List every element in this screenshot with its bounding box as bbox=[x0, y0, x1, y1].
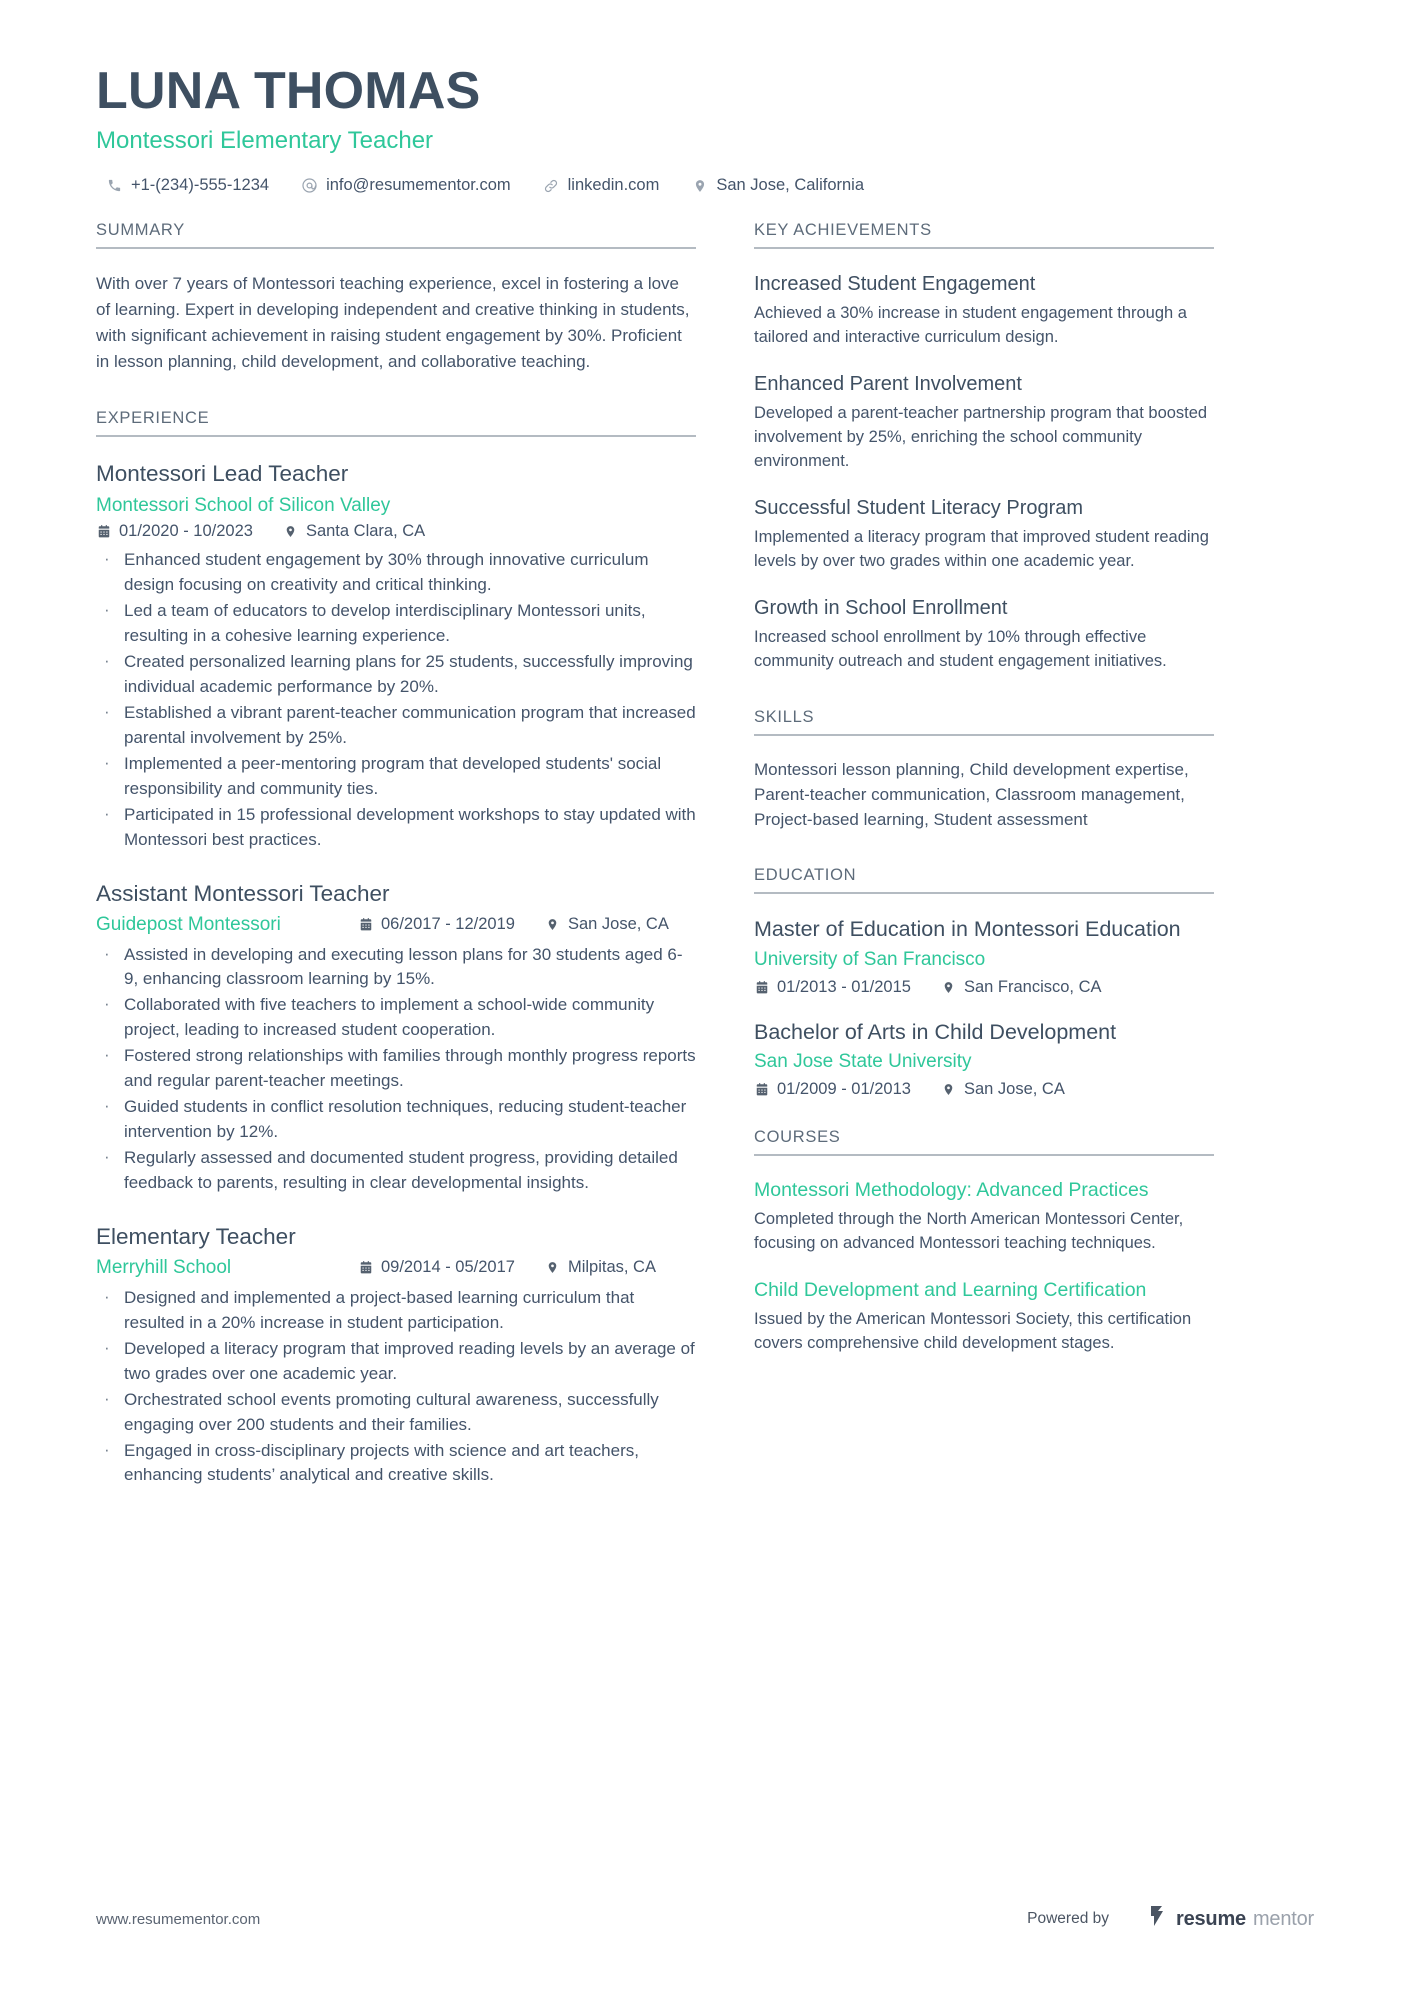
email-icon bbox=[301, 177, 318, 194]
job-meta-row bbox=[96, 1257, 696, 1279]
section-education bbox=[754, 866, 1214, 1098]
job-bullet: · Designed and implemented a project-based learning curriculum that resulted in a 20% increase in student participation. bbox=[96, 1286, 696, 1336]
job-meta-row bbox=[96, 522, 696, 541]
powered-by-label: Powered by bbox=[1027, 1910, 1109, 1927]
education-dates bbox=[754, 978, 911, 997]
contact-location bbox=[691, 176, 864, 195]
job-location bbox=[545, 1258, 656, 1277]
job-location-text: Santa Clara, CA bbox=[305, 522, 426, 541]
footer-branding bbox=[1027, 1905, 1314, 1933]
resume-body bbox=[96, 221, 1314, 1492]
achievement-title: Successful Student Literacy Program bbox=[754, 496, 1084, 519]
achievement-item bbox=[754, 271, 1214, 350]
spacer bbox=[754, 1106, 1214, 1128]
page-footer bbox=[96, 1905, 1314, 1933]
candidate-name: LUNA THOMAS bbox=[96, 62, 481, 120]
contact-row bbox=[96, 176, 1314, 195]
link-icon bbox=[543, 177, 560, 194]
education-item bbox=[754, 1019, 1214, 1099]
job-dates bbox=[96, 522, 253, 541]
logo-text-light: mentor bbox=[1252, 1907, 1314, 1930]
job-location bbox=[283, 522, 425, 541]
job-location-text: Milpitas, CA bbox=[567, 1258, 656, 1277]
achievement-item bbox=[754, 595, 1214, 674]
skills-text: Montessori lesson planning, Child development expertise, Parent-teacher communication, Classroom management, Project-based learning, Student assessment bbox=[754, 759, 1189, 829]
contact-link[interactable] bbox=[543, 176, 660, 195]
job-bullet: · Fostered strong relationships with families through monthly progress reports and regular parent-teacher meetings. bbox=[96, 1044, 696, 1094]
education-location-text: San Francisco, CA bbox=[963, 977, 1102, 996]
job-bullet: · Guided students in conflict resolution techniques, reducing student-teacher intervention by 12%. bbox=[96, 1095, 696, 1145]
education-dates-text: 01/2013 - 01/2015 bbox=[777, 977, 911, 996]
education-meta-row bbox=[754, 978, 1214, 997]
logo-text-bold: resume bbox=[1176, 1907, 1246, 1930]
spacer bbox=[754, 836, 1214, 866]
job-bullet: · Implemented a peer-mentoring program that developed students' social responsibility and community ties. bbox=[96, 752, 696, 802]
key-achievements-heading: KEY ACHIEVEMENTS bbox=[754, 221, 1214, 249]
achievement-title: Enhanced Parent Involvement bbox=[754, 373, 1022, 396]
phone-icon bbox=[106, 177, 123, 194]
course-description: Issued by the American Montessori Society, this certification covers comprehensive child development stages. bbox=[754, 1310, 1192, 1353]
experience-entry bbox=[96, 1222, 696, 1488]
resume-header bbox=[96, 62, 1314, 195]
job-bullet: · Engaged in cross-disciplinary projects with science and art teachers, enhancing students’ analytical and creative skills. bbox=[96, 1439, 696, 1489]
location-pin-icon bbox=[941, 1081, 956, 1097]
job-title: Montessori Lead Teacher bbox=[96, 460, 349, 486]
education-school: University of San Francisco bbox=[754, 949, 986, 970]
location-pin-icon bbox=[545, 917, 560, 933]
education-heading: EDUCATION bbox=[754, 866, 1214, 894]
achievement-description: Increased school enrollment by 10% through effective community outreach and student engagement initiatives. bbox=[754, 627, 1167, 670]
course-item bbox=[754, 1278, 1214, 1356]
achievement-title: Increased Student Engagement bbox=[754, 273, 1036, 296]
education-location-text: San Jose, CA bbox=[963, 1079, 1065, 1098]
job-bullet: · Created personalized learning plans for 25 students, successfully improving individual academic performance by 20%. bbox=[96, 650, 696, 700]
job-dates-text: 01/2020 - 10/2023 bbox=[119, 522, 253, 541]
education-location bbox=[941, 1080, 1065, 1099]
contact-phone-text: +1-(234)-555-1234 bbox=[131, 176, 270, 195]
calendar-icon bbox=[358, 917, 373, 933]
job-bullets bbox=[96, 548, 696, 853]
achievement-title: Growth in School Enrollment bbox=[754, 596, 1008, 619]
job-location bbox=[545, 915, 669, 934]
section-summary bbox=[96, 221, 696, 374]
achievement-description: Achieved a 30% increase in student engagement through a tailored and interactive curriculum design. bbox=[754, 304, 1187, 347]
education-location bbox=[941, 978, 1102, 997]
section-skills bbox=[754, 708, 1214, 833]
achievement-item bbox=[754, 371, 1214, 474]
calendar-icon bbox=[754, 979, 769, 995]
job-bullet: · Led a team of educators to develop interdisciplinary Montessori units, resulting in a cohesive learning experience. bbox=[96, 599, 696, 649]
contact-link-text: linkedin.com bbox=[567, 176, 660, 195]
summary-text: With over 7 years of Montessori teaching experience, excel in fostering a love of learning. Expert in developing independent and creative thinking in students, with significant achievement in raising student engagement by 30%. Proficient in lesson planning, child development, and collaborative teaching. bbox=[96, 274, 690, 371]
job-company: Merryhill School bbox=[96, 1256, 232, 1278]
course-item bbox=[754, 1178, 1214, 1256]
job-company: Guidepost Montessori bbox=[96, 913, 281, 935]
right-column bbox=[754, 221, 1214, 1360]
section-courses bbox=[754, 1128, 1214, 1356]
location-pin-icon bbox=[545, 1260, 560, 1276]
experience-entry bbox=[96, 879, 696, 1196]
achievement-item bbox=[754, 495, 1214, 574]
job-dates bbox=[358, 915, 515, 934]
job-dates-text: 09/2014 - 05/2017 bbox=[381, 1258, 515, 1277]
education-meta-row bbox=[754, 1080, 1214, 1099]
education-dates-text: 01/2009 - 01/2013 bbox=[777, 1079, 911, 1098]
job-bullet: · Enhanced student engagement by 30% through innovative curriculum design focusing on creativity and critical thinking. bbox=[96, 548, 696, 598]
contact-email-text: info@resumementor.com bbox=[326, 176, 511, 195]
achievement-description: Implemented a literacy program that improved student reading levels by over two grades within one academic year. bbox=[754, 527, 1209, 570]
location-pin-icon bbox=[691, 177, 708, 194]
job-bullet: · Participated in 15 professional development workshops to stay updated with Montessori best practices. bbox=[96, 803, 696, 853]
location-pin-icon bbox=[283, 524, 298, 540]
resumementor-logo bbox=[1149, 1905, 1314, 1933]
job-bullet: · Orchestrated school events promoting cultural awareness, successfully engaging over 200 students and their families. bbox=[96, 1388, 696, 1438]
section-experience bbox=[96, 409, 696, 1489]
skills-heading: SKILLS bbox=[754, 708, 1214, 736]
education-school: San Jose State University bbox=[754, 1051, 972, 1073]
calendar-icon bbox=[358, 1260, 373, 1276]
summary-heading: SUMMARY bbox=[96, 221, 696, 249]
job-meta bbox=[96, 493, 696, 542]
job-bullet: · Established a vibrant parent-teacher communication program that increased parental involvement by 25%. bbox=[96, 701, 696, 751]
contact-email[interactable] bbox=[301, 176, 511, 195]
job-company: Montessori School of Silicon Valley bbox=[96, 494, 391, 516]
footer-website[interactable]: www.resumementor.com bbox=[96, 1910, 261, 1928]
candidate-job-title: Montessori Elementary Teacher bbox=[96, 127, 434, 155]
education-dates bbox=[754, 1080, 911, 1099]
calendar-icon bbox=[96, 524, 111, 540]
job-dates bbox=[358, 1258, 515, 1277]
achievement-description: Developed a parent-teacher partnership program that boosted involvement by 25%, enriching the school community environment. bbox=[754, 404, 1208, 470]
course-title: Montessori Methodology: Advanced Practices bbox=[754, 1178, 1149, 1201]
education-degree: Bachelor of Arts in Child Development bbox=[754, 1019, 1117, 1044]
calendar-icon bbox=[754, 1081, 769, 1097]
experience-entry bbox=[96, 459, 696, 854]
course-title: Child Development and Learning Certification bbox=[754, 1279, 1147, 1302]
contact-location-text: San Jose, California bbox=[716, 176, 865, 195]
job-bullets bbox=[96, 1286, 696, 1489]
resumementor-logo-icon bbox=[1149, 1905, 1169, 1933]
education-degree: Master of Education in Montessori Education bbox=[754, 917, 1181, 942]
courses-heading: COURSES bbox=[754, 1128, 1214, 1156]
job-title: Assistant Montessori Teacher bbox=[96, 881, 390, 907]
job-bullet: · Assisted in developing and executing lesson plans for 30 students aged 6-9, enhancing classroom learning by 15%. bbox=[96, 943, 696, 993]
left-column bbox=[96, 221, 696, 1492]
job-bullet: · Regularly assessed and documented student progress, providing detailed feedback to parents, resulting in clear developmental insights. bbox=[96, 1146, 696, 1196]
education-item bbox=[754, 916, 1214, 996]
job-dates-text: 06/2017 - 12/2019 bbox=[381, 915, 515, 933]
job-bullet: · Developed a literacy program that improved reading levels by an average of two grades over one academic year. bbox=[96, 1337, 696, 1387]
job-meta-row bbox=[96, 914, 696, 936]
job-bullets bbox=[96, 943, 696, 1197]
contact-phone[interactable] bbox=[106, 176, 269, 195]
course-description: Completed through the North American Montessori Center, focusing on advanced Montessori teaching techniques. bbox=[754, 1210, 1184, 1253]
job-location-text: San Jose, CA bbox=[567, 915, 669, 933]
job-title: Elementary Teacher bbox=[96, 1224, 296, 1250]
section-key-achievements bbox=[754, 221, 1214, 673]
job-bullet: · Collaborated with five teachers to implement a school-wide community project, leading to increased student cooperation. bbox=[96, 993, 696, 1043]
spacer bbox=[754, 678, 1214, 708]
location-pin-icon bbox=[941, 979, 956, 995]
experience-heading: EXPERIENCE bbox=[96, 409, 696, 437]
